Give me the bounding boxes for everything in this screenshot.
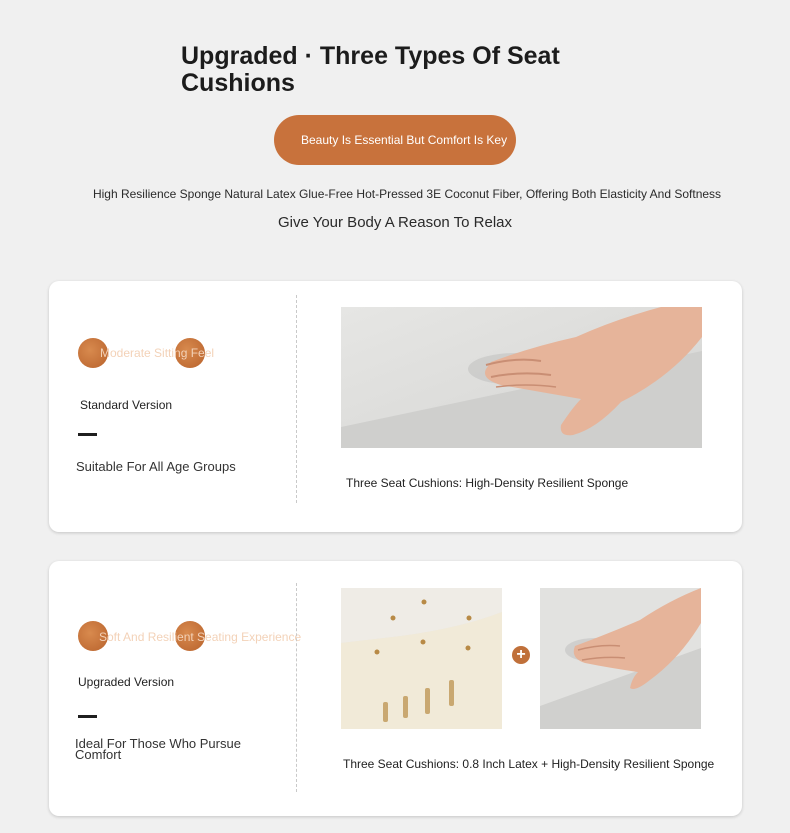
version-label: Standard Version xyxy=(80,398,173,412)
audience-label: Ideal For Those Who Pursue Comfort xyxy=(75,736,241,762)
dash-divider xyxy=(78,715,97,718)
cushion-caption: Three Seat Cushions: 0.8 Inch Latex + High-Density Resilient Sponge xyxy=(343,757,715,771)
seating-experience-label: Soft And Resilient Seating Experience xyxy=(99,630,302,644)
cushion-caption: Three Seat Cushions: High-Density Resilient Sponge xyxy=(346,476,629,490)
comfort-badge: Beauty Is Essential But Comfort Is Key xyxy=(274,115,516,165)
sponge-hand-photo xyxy=(341,307,702,448)
standard-version-card xyxy=(49,281,742,532)
tagline: Give Your Body A Reason To Relax xyxy=(277,214,513,231)
audience-label: Suitable For All Age Groups xyxy=(76,459,236,474)
version-label: Upgraded Version xyxy=(78,675,175,689)
materials-line: High Resilience Sponge Natural Latex Glue-Free Hot-Pressed 3E Coconut Fiber, Offering Both Elasticity And Softness xyxy=(92,187,722,201)
dash-divider xyxy=(78,433,97,436)
dashed-divider xyxy=(296,295,297,503)
upgraded-version-card xyxy=(49,561,742,816)
dashed-divider xyxy=(296,583,297,792)
sponge-hand-photo xyxy=(540,588,701,729)
page-title: Upgraded · Three Types Of Seat Cushions xyxy=(181,42,560,97)
plus-icon: + xyxy=(512,646,530,664)
sitting-feel-label: Moderate Sitting Feel xyxy=(100,346,215,360)
latex-layer-photo xyxy=(341,588,502,729)
